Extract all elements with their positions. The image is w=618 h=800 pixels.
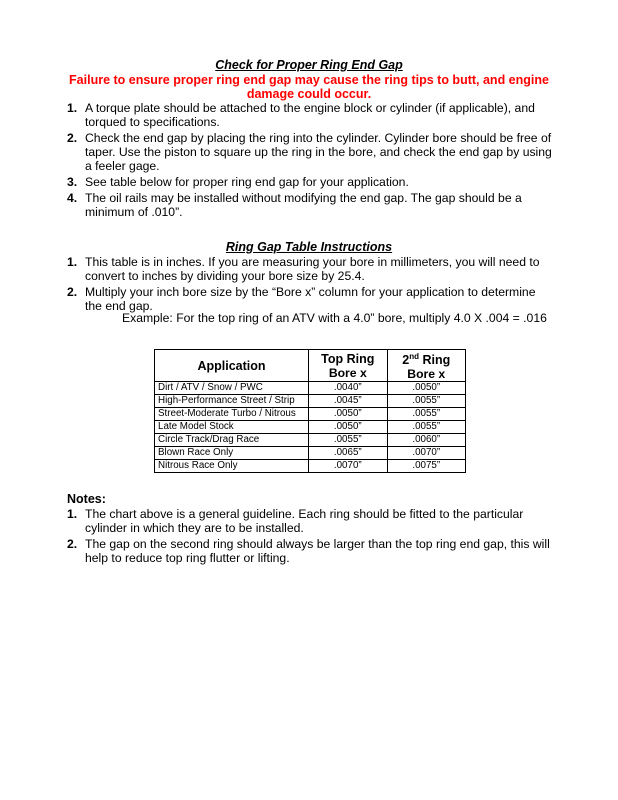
list-item: 2. Check the end gap by placing the ring into the cylinder. Cylinder bore should be free of taper. Use the piston to square up the ring in the bore, and check the end gap by using a feeler gage.	[67, 131, 552, 173]
cell-top-ring: .0055”	[309, 434, 387, 447]
end-gap-steps	[67, 101, 557, 221]
header-second-ring: 2nd Ring Bore x	[387, 350, 465, 382]
table-instructions	[67, 255, 551, 315]
cell-second-ring: .0050”	[387, 382, 465, 395]
section-title-ring-gap-table: Ring Gap Table Instructions	[225, 240, 393, 254]
list-item: 1. A torque plate should be attached to the engine block or cylinder (if applicable), and torqued to specifications.	[67, 101, 535, 129]
header-top-ring: Top Ring Bore x	[309, 350, 387, 382]
cell-second-ring: .0060”	[387, 434, 465, 447]
warning-text: Failure to ensure proper ring end gap may cause the ring tips to butt, and engine damage could occur.	[69, 73, 549, 101]
cell-second-ring: .0055”	[387, 395, 465, 408]
table-row	[155, 395, 466, 408]
cell-second-ring: .0055”	[387, 421, 465, 434]
cell-top-ring: .0050”	[309, 421, 387, 434]
ring-gap-table	[154, 349, 466, 473]
cell-application: Late Model Stock	[155, 421, 309, 434]
notes-title: Notes:	[67, 492, 106, 506]
table-row	[155, 460, 466, 473]
table-header-row	[155, 350, 466, 382]
table-row	[155, 434, 466, 447]
cell-application: Street-Moderate Turbo / Nitrous	[155, 408, 309, 421]
table-row	[155, 447, 466, 460]
header-application: Application	[155, 350, 309, 382]
cell-application: Blown Race Only	[155, 447, 309, 460]
cell-top-ring: .0070”	[309, 460, 387, 473]
example-text: Example: For the top ring of an ATV with a 4.0” bore, multiply 4.0 X .004 = .016	[122, 311, 547, 325]
cell-second-ring: .0055”	[387, 408, 465, 421]
cell-second-ring: .0070”	[387, 447, 465, 460]
cell-second-ring: .0075”	[387, 460, 465, 473]
notes-list	[67, 507, 551, 567]
list-item: 4. The oil rails may be installed without modifying the end gap. The gap should be a minimum of .010”.	[67, 191, 522, 219]
list-item: 3. See table below for proper ring end gap for your application.	[67, 175, 409, 189]
cell-top-ring: .0065”	[309, 447, 387, 460]
table-row	[155, 408, 466, 421]
cell-top-ring: .0045”	[309, 395, 387, 408]
cell-application: Nitrous Race Only	[155, 460, 309, 473]
cell-application: Dirt / ATV / Snow / PWC	[155, 382, 309, 395]
table-row	[155, 421, 466, 434]
list-item: 1. This table is in inches. If you are measuring your bore in millimeters, you will need to convert to inches by dividing your bore size by 25.4.	[67, 255, 540, 283]
list-item: 1. The chart above is a general guideline. Each ring should be fitted to the particular cylinder in which they are to be installed.	[67, 507, 524, 535]
section-title-ring-end-gap: Check for Proper Ring End Gap	[215, 58, 403, 72]
list-item: 2. Multiply your inch bore size by the “Bore x” column for your application to determine the end gap.	[67, 285, 536, 313]
cell-application: Circle Track/Drag Race	[155, 434, 309, 447]
cell-top-ring: .0040”	[309, 382, 387, 395]
cell-top-ring: .0050”	[309, 408, 387, 421]
table-row	[155, 382, 466, 395]
cell-application: High-Performance Street / Strip	[155, 395, 309, 408]
list-item: 2. The gap on the second ring should always be larger than the top ring end gap, this will help to reduce top ring flutter or lifting.	[67, 537, 550, 565]
